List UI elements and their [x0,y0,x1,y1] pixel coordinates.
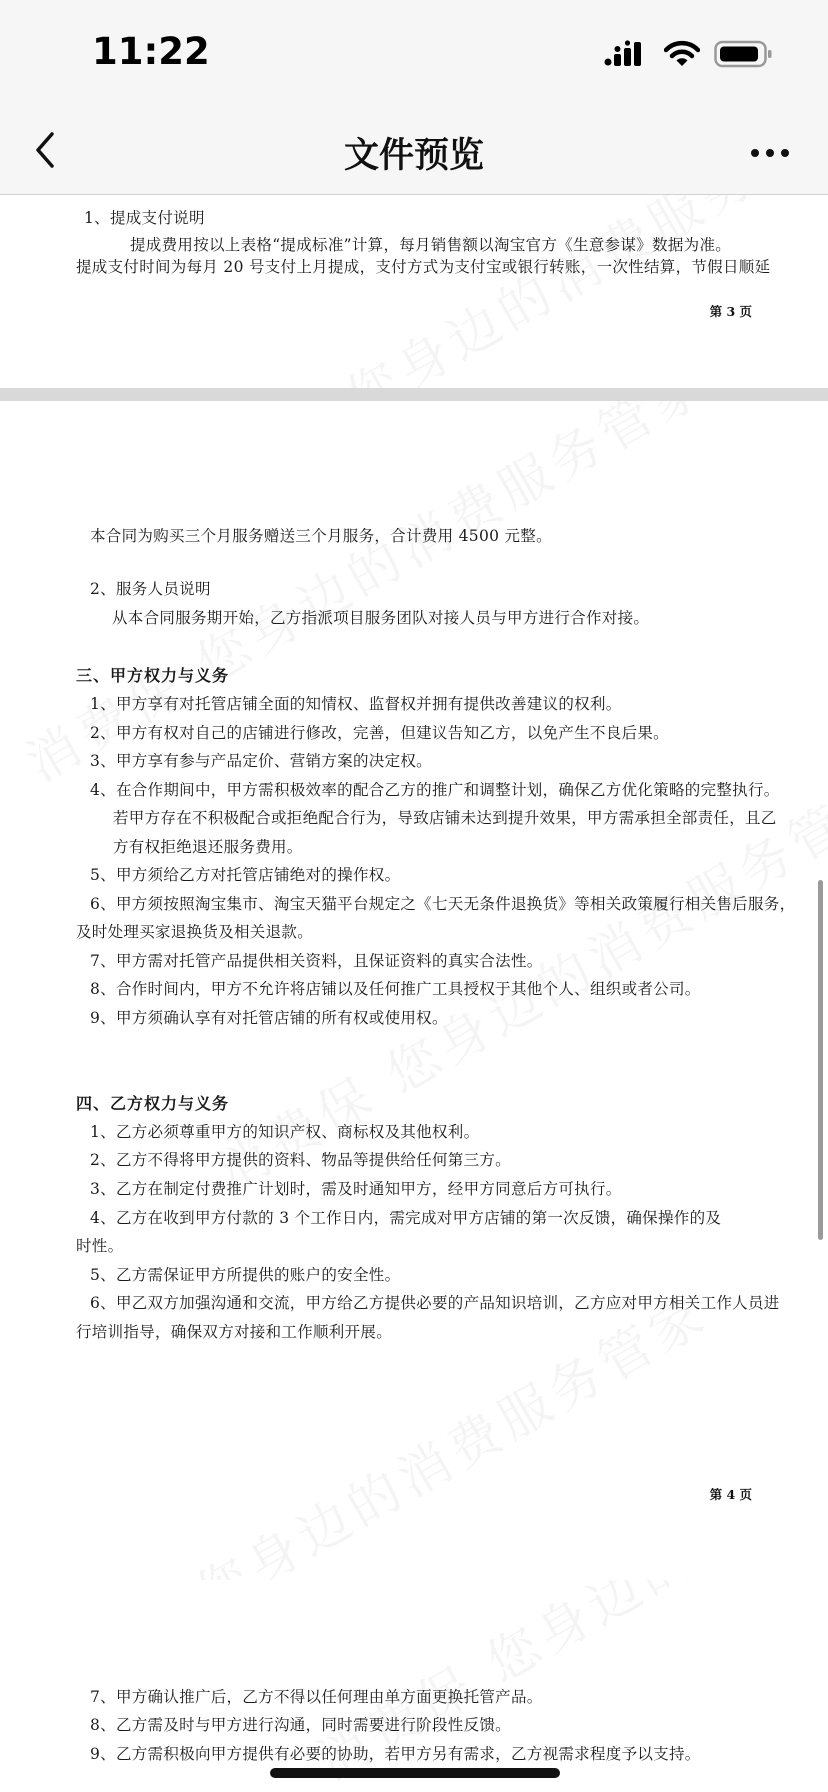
text-line: 3、甲方享有参与产品定价、营销方案的决定权。 [90,752,432,770]
section-heading: 四、乙方权力与义务 [76,1094,230,1113]
home-indicator[interactable] [270,1768,560,1778]
battery-icon [714,40,774,72]
cellular-signal-icon [604,40,648,72]
wifi-icon [664,40,700,72]
text-line: 时性。 [76,1237,124,1255]
text-line: 7、甲方需对托管产品提供相关资料，且保证资料的真实合法性。 [90,952,543,970]
text-line: 6、甲乙双方加强沟通和交流，甲方给乙方提供必要的产品知识培训，乙方应对甲方相关工作人员进 [90,1294,780,1312]
text-line: 本合同为购买三个月服务赠送三个月服务，合计费用 4500 元整。 [90,527,552,545]
text-line: 9、甲方须确认享有对托管店铺的所有权或使用权。 [90,1009,448,1027]
text-line: 提成支付时间为每月 20 号支付上月提成，支付方式为支付宝或银行转账，一次性结算，节假日顺延 [76,258,771,276]
text-line: 8、乙方需及时与甲方进行沟通，同时需要进行阶段性反馈。 [90,1716,511,1734]
text-line: 9、乙方需积极向甲方提供有必要的协助，若甲方另有需求，乙方视需求程度予以支持。 [90,1745,701,1763]
more-options-icon[interactable] [750,144,790,163]
watermark [160,195,828,388]
text-line: 2、甲方有权对自己的店铺进行修改，完善，但建议告知乙方，以免产生不良后果。 [90,724,669,742]
text-line: 1、甲方享有对托管店铺全面的知情权、监督权并拥有提供改善建议的权利。 [90,695,622,713]
text-line: 若甲方存在不积极配合或拒绝配合行为，导致店铺未达到提升效果，甲方需承担全部责任，且乙 [113,809,777,827]
text-line: 3、乙方在制定付费推广计划时，需及时通知甲方，经甲方同意后方可执行。 [90,1180,622,1198]
text-line: 行培训指导，确保双方对接和工作顺利开展。 [76,1323,393,1341]
text-line: 4、乙方在收到甲方付款的 3 个工作日内，需完成对甲方店铺的第一次反馈，确保操作的及 [90,1209,722,1227]
text-line: 4、在合作期间中，甲方需积极效率的配合乙方的推广和调整计划，确保乙方优化策略的完整执行。 [90,781,780,799]
page-number: 第 3 页 [709,304,752,319]
text-line: 7、甲方确认推广后，乙方不得以任何理由单方面更换托管产品。 [90,1688,543,1706]
text-line: 2、乙方不得将甲方提供的资料、物品等提供给任何第三方。 [90,1151,511,1169]
document-viewer[interactable] [0,195,828,1792]
status-bar [0,0,828,108]
document-page-4 [0,401,828,1766]
text-line: 提成费用按以上表格“提成标准”计算，每月销售额以淘宝官方《生意参谋》数据为准。 [130,236,732,254]
navigation-bar [0,108,828,195]
text-line: 从本合同服务期开始，乙方指派项目服务团队对接人员与甲方进行合作对接。 [112,609,650,627]
section-heading: 三、甲方权力与义务 [76,666,230,685]
text-line: 及时处理买家退换货及相关退款。 [76,923,314,941]
scrollbar[interactable] [818,880,823,1240]
text-line: 6、甲方须按照淘宝集市、淘宝天猫平台规定之《七天无条件退换货》等相关政策履行相关售后服务， [90,895,796,913]
text-line: 1、提成支付说明 [84,209,205,227]
text-line: 5、乙方需保证甲方所提供的账户的安全性。 [90,1266,401,1284]
text-line: 方有权拒绝退还服务费用。 [113,838,303,856]
page-number: 第 4 页 [709,1487,752,1502]
document-page-3 [0,195,828,388]
document-page-5 [0,1580,828,1792]
text-line: 8、合作时间内，甲方不允许将店铺以及任何推广工具授权于其他个人、组织或者公司。 [90,980,701,998]
status-time: 11:22 [92,30,210,73]
text-line: 1、乙方必须尊重甲方的知识产权、商标权及其他权利。 [90,1123,480,1141]
page-title: 文件预览 [343,136,484,176]
text-line: 5、甲方须给乙方对托管店铺绝对的操作权。 [90,866,401,884]
text-line: 2、服务人员说明 [90,580,211,598]
